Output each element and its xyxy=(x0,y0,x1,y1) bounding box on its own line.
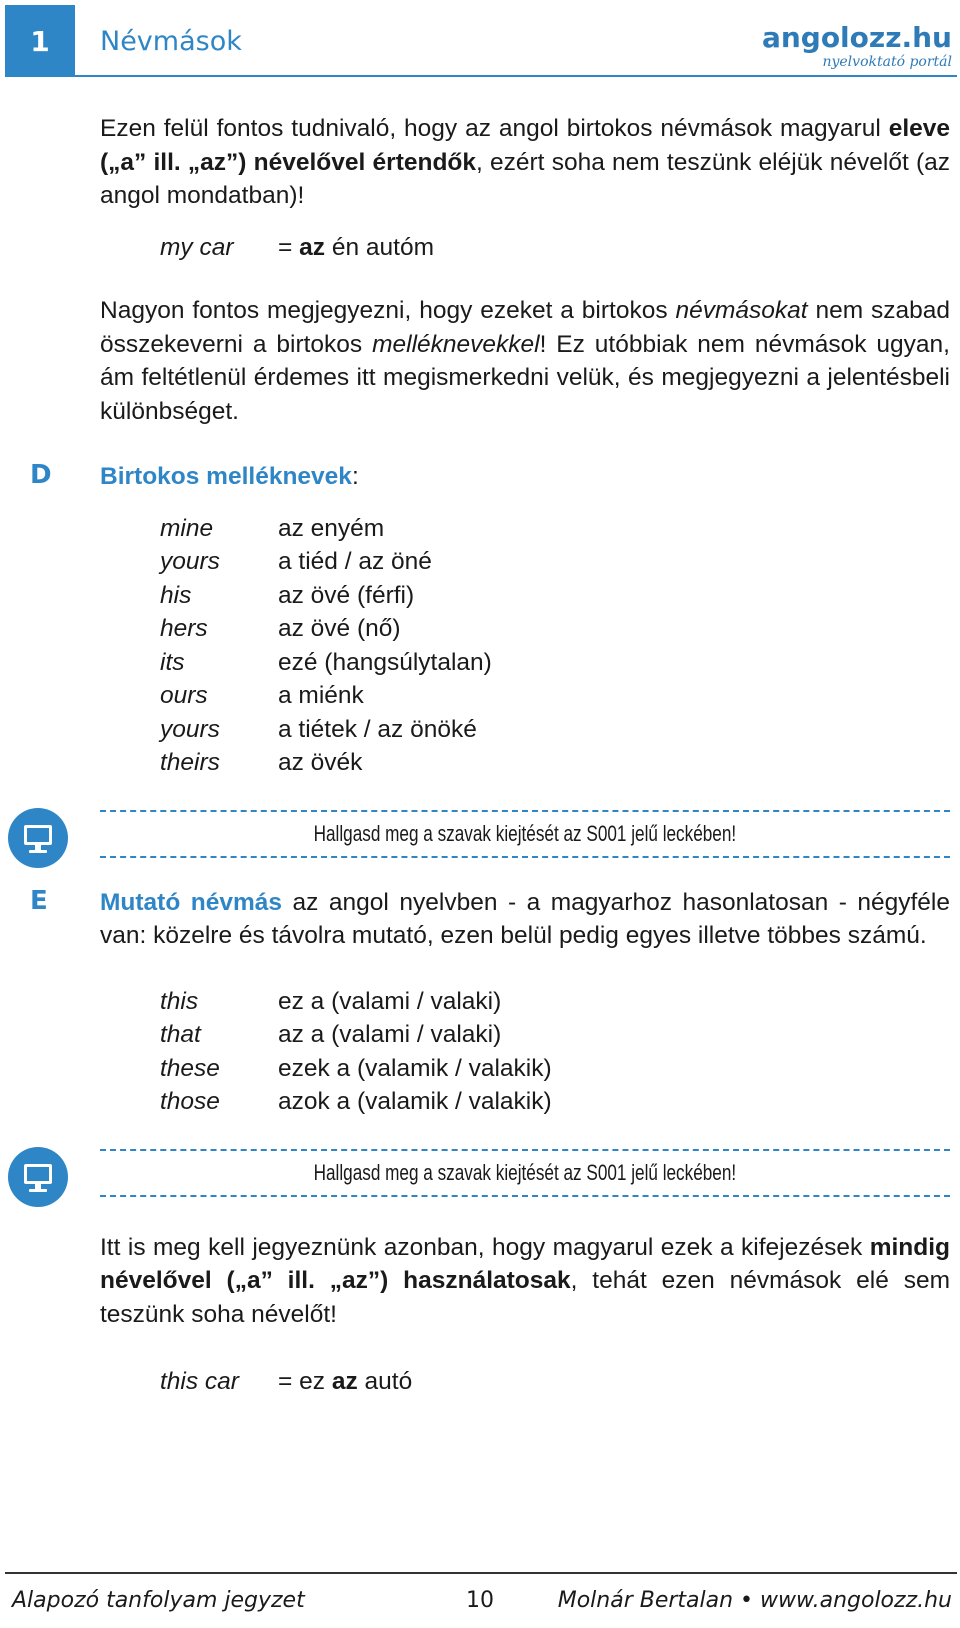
footer-course-name: Alapozó tanfolyam jegyzet xyxy=(12,1588,305,1613)
word-english: yours xyxy=(160,548,220,575)
example-english: this car xyxy=(160,1368,239,1395)
text-run: az angol nyelvben - a magyarhoz hasonlatosan - négyféle van: közelre és távolra mutató, ezen belül pedig egyes illetve többes számú. xyxy=(100,888,950,949)
word-hungarian: az övé (férfi) xyxy=(278,581,415,609)
example-this-car xyxy=(160,1365,950,1399)
word-hungarian: a miénk xyxy=(278,682,364,709)
word-english: hers xyxy=(160,615,208,642)
section-letter: E xyxy=(30,885,48,916)
text-run: Itt is meg kell jegyeznünk azonban, hogy magyarul ezek a kifejezések xyxy=(100,1233,870,1261)
list-item xyxy=(160,679,950,713)
list-item xyxy=(160,646,950,680)
list-item xyxy=(160,545,950,579)
listen-text: Hallgasd meg a szavak kiejtését az S001 jelű leckében! xyxy=(313,820,737,846)
heading-text: Birtokos melléknevek xyxy=(100,463,352,490)
page-content xyxy=(30,112,950,1399)
intro-paragraph-1 xyxy=(100,112,950,213)
term-highlight: Mutató névmás xyxy=(100,888,283,916)
example-eq: = xyxy=(278,233,300,261)
page-number: 10 xyxy=(466,1588,494,1613)
example-rest: én autóm xyxy=(325,233,434,261)
text-run: Nagyon fontos megjegyezni, hogy ezeket a birtokos xyxy=(100,297,676,324)
example-my-car xyxy=(160,231,950,265)
list-item xyxy=(160,985,950,1019)
list-item xyxy=(160,1085,950,1119)
word-english: theirs xyxy=(160,749,220,776)
page-footer xyxy=(12,1588,952,1618)
section-letter: D xyxy=(30,460,52,490)
example-eq: = ez xyxy=(278,1368,332,1395)
text-run: ! Ez utóbbiak nem névmások ugyan, ám feltétlenül érdemes itt megismerkedni velük, és megjegyezni a jelentésbeli különbséget. xyxy=(100,330,950,425)
bold-run: mindig névelővel („a” ill. „az”) használatosak xyxy=(100,1233,950,1294)
chapter-title: Névmások xyxy=(100,26,242,57)
section-heading xyxy=(100,460,950,494)
example-english: my car xyxy=(160,233,234,261)
page-header xyxy=(0,0,960,80)
section-d xyxy=(30,460,950,858)
site-logo xyxy=(762,22,952,70)
word-hungarian: a tiétek / az önöké xyxy=(278,715,477,743)
header-divider xyxy=(75,75,957,77)
italic-run: névmásokat xyxy=(675,297,808,324)
monitor-icon[interactable] xyxy=(8,808,68,868)
word-english: those xyxy=(160,1088,220,1115)
word-hungarian: az övé (nő) xyxy=(278,615,401,642)
list-item xyxy=(160,1018,950,1052)
text-run: Ezen felül fontos tudnivaló, hogy az angol birtokos névmások magyarul xyxy=(100,115,889,142)
example-bold: az xyxy=(299,233,326,261)
word-english: ours xyxy=(160,682,208,709)
word-english: this xyxy=(160,987,199,1015)
list-item xyxy=(160,713,950,747)
list-item xyxy=(160,612,950,646)
heading-colon: : xyxy=(351,463,359,490)
word-hungarian: ezé (hangsúlytalan) xyxy=(278,648,492,676)
monitor-icon[interactable] xyxy=(8,1147,68,1207)
example-bold: az xyxy=(331,1368,358,1395)
word-english: yours xyxy=(160,715,220,743)
logo-subtitle: nyelvoktató portál xyxy=(822,54,952,70)
word-hungarian: ezek a (valamik / valakik) xyxy=(278,1054,552,1082)
logo-name: angolozz.hu xyxy=(761,21,952,54)
text-run: , tehát ezen névmások elé sem teszünk soha névelőt! xyxy=(100,1267,950,1328)
chapter-number-badge: 1 xyxy=(5,5,75,77)
list-item xyxy=(160,1052,950,1086)
demonstrative-word-list xyxy=(160,985,950,1119)
list-item xyxy=(160,512,950,546)
section-e-paragraph xyxy=(100,886,950,953)
section-e xyxy=(30,885,950,1399)
word-english: his xyxy=(160,581,192,609)
section-e-paragraph-2 xyxy=(100,1231,950,1332)
word-hungarian: az övék xyxy=(278,749,363,776)
word-english: these xyxy=(160,1054,220,1082)
intro-paragraph-2 xyxy=(100,294,950,428)
word-hungarian: az a (valami / valaki) xyxy=(278,1021,502,1048)
word-english: that xyxy=(160,1021,201,1048)
word-english: its xyxy=(160,648,185,676)
word-hungarian: ez a (valami / valaki) xyxy=(278,987,502,1015)
example-rest: autó xyxy=(357,1368,413,1395)
footer-divider xyxy=(5,1572,957,1574)
text-run: , ezért soha nem teszünk eléjük névelőt (az angol mondatban)! xyxy=(100,148,950,209)
word-hungarian: azok a (valamik / valakik) xyxy=(278,1088,552,1115)
list-item xyxy=(160,579,950,613)
listen-notice[interactable] xyxy=(100,810,950,858)
list-item xyxy=(160,746,950,780)
bold-run: eleve („a” ill. „az”) névelővel értendők xyxy=(100,115,950,176)
word-english: mine xyxy=(160,514,214,542)
listen-notice[interactable] xyxy=(100,1149,950,1197)
word-hungarian: a tiéd / az öné xyxy=(278,548,432,575)
italic-run: melléknevekkel xyxy=(372,330,540,358)
footer-author: Molnár Bertalan • www.angolozz.hu xyxy=(557,1588,952,1613)
listen-text: Hallgasd meg a szavak kiejtését az S001 jelű leckében! xyxy=(313,1159,737,1185)
text-run: nem szabad összekeverni a birtokos xyxy=(100,297,950,358)
word-hungarian: az enyém xyxy=(278,514,385,542)
possessive-word-list xyxy=(160,512,950,780)
